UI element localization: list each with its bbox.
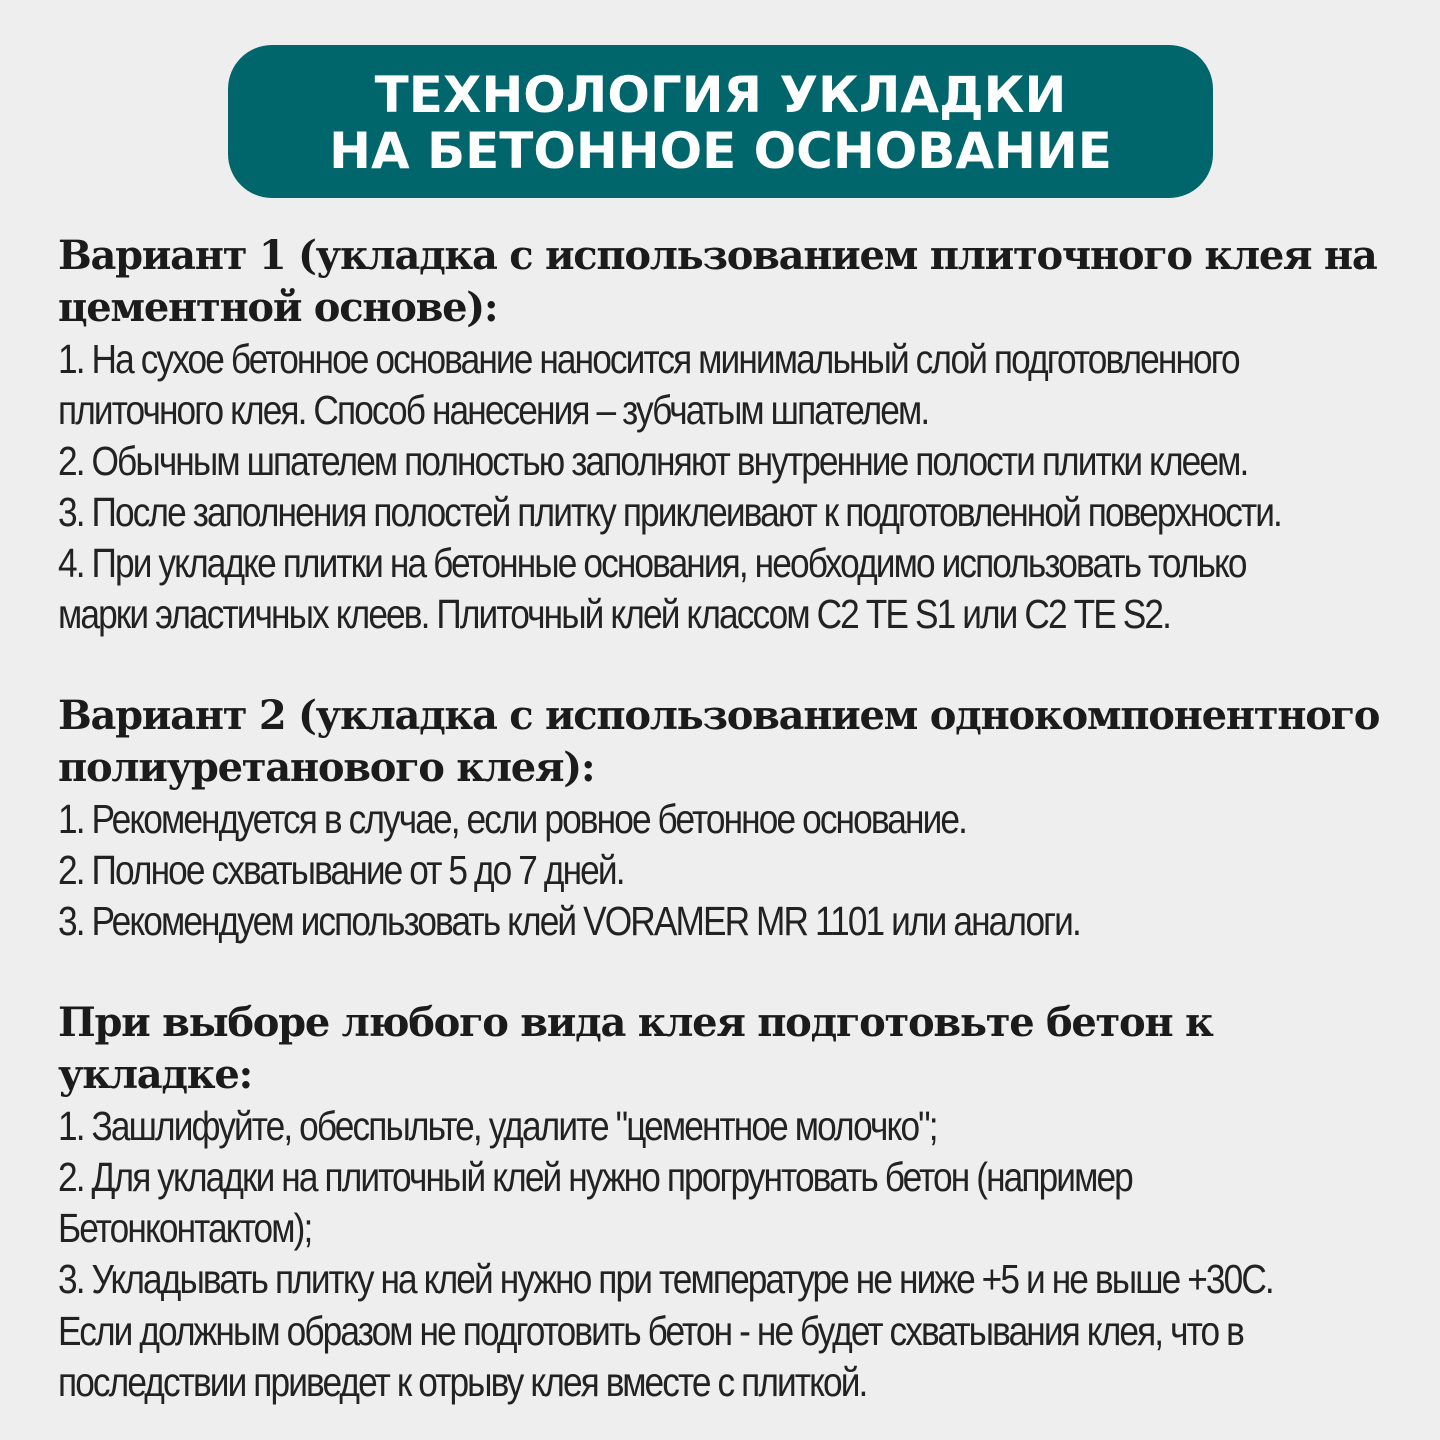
header-title-line-1: ТЕХНОЛОГИЯ УКЛАДКИ — [374, 65, 1067, 124]
header-banner — [228, 45, 1213, 198]
variant-1-section — [58, 230, 1398, 640]
variant-1-item-4: 4. При укладке плитки на бетонные основания, необходимо использовать только марки эластичных клеев. Плиточный клей классом С2 ТЕ S1 или С2 ТЕ S2. — [58, 540, 1246, 637]
preparation-section — [58, 997, 1398, 1305]
preparation-item-3: 3. Укладывать плитку на клей нужно при температуре не ниже +5 и не выше +30С. — [58, 1256, 1273, 1302]
variant-2-section — [58, 690, 1398, 947]
variant-1-item-3: 3. После заполнения полостей плитку приклеивают к подготовленной поверхности. — [58, 489, 1281, 535]
preparation-item-2: 2. Для укладки на плиточный клей нужно прогрунтовать бетон (например Бетонконтактом); — [58, 1154, 1132, 1251]
preparation-item-1: 1. Зашлифуйте, обеспыльте, удалите "цементное молочко"; — [58, 1103, 937, 1149]
main-content — [58, 230, 1398, 1305]
header-title-line-2: НА БЕТОННОЕ ОСНОВАНИЕ — [329, 121, 1112, 180]
variant-2-item-3: 3. Рекомендуем использовать клей VORAMER MR 1101 или аналоги. — [58, 898, 1080, 944]
preparation-heading: При выборе любого вида клея подготовьте бетон к укладке: — [58, 999, 1213, 1098]
footer-note-block — [58, 1306, 1398, 1408]
variant-2-item-2: 2. Полное схватывание от 5 до 7 дней. — [58, 847, 624, 893]
variant-2-heading: Вариант 2 (укладка с использованием однокомпонентного полиуретанового клея): — [58, 692, 1380, 791]
footer-note: Если должным образом не подготовить бетон - не будет схватывания клея, что в последствии приведет к отрыву клея вместе с плиткой. — [58, 1308, 1243, 1405]
variant-1-item-1: 1. На сухое бетонное основание наносится минимальный слой подготовленного плиточного клея. Способ нанесения – зубчатым шпателем. — [58, 336, 1239, 433]
variant-1-heading: Вариант 1 (укладка с использованием плиточного клея на цементной основе): — [58, 232, 1377, 331]
variant-1-item-2: 2. Обычным шпателем полностью заполняют внутренние полости плитки клеем. — [58, 438, 1248, 484]
variant-2-item-1: 1. Рекомендуется в случае, если ровное бетонное основание. — [58, 796, 967, 842]
